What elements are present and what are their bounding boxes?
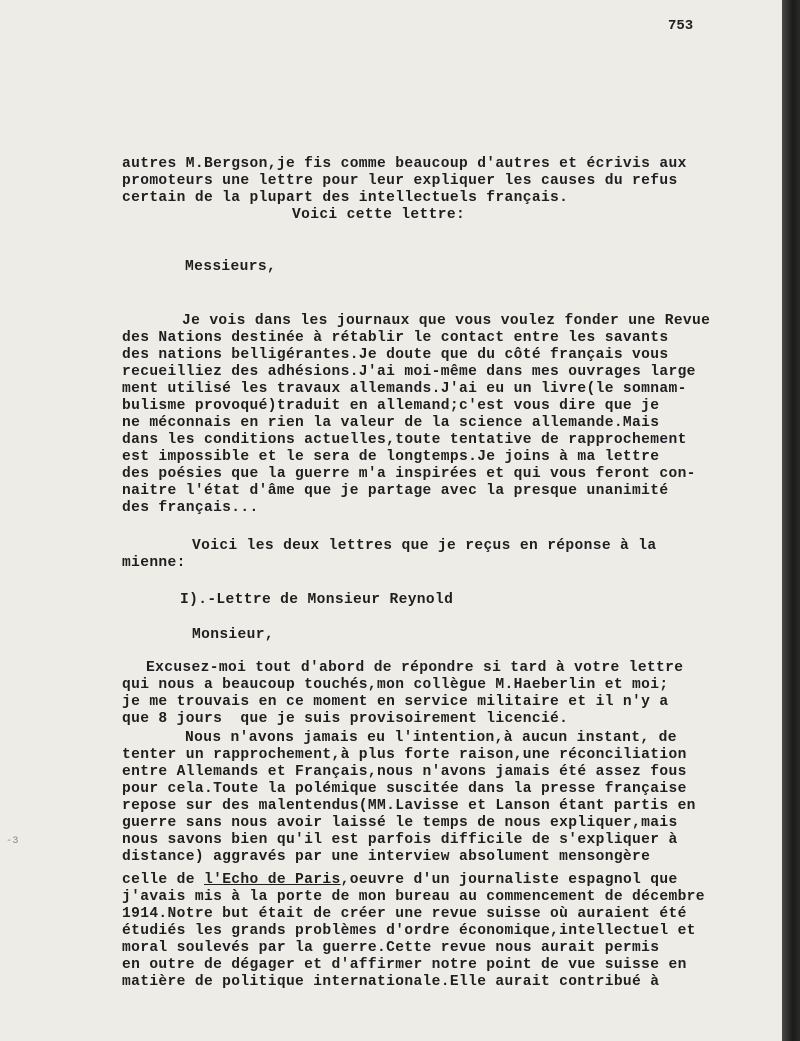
text-line: Excusez-moi tout d'abord de répondre si tard à votre lettre bbox=[146, 660, 684, 676]
text-line: autres M.Bergson,je fis comme beaucoup d'autres et écrivis aux bbox=[122, 156, 687, 172]
text-line: des nations belligérantes.Je doute que du côté français vous bbox=[122, 347, 669, 363]
text-line: étudiés les grands problèmes d'ordre économique,intellectuel et bbox=[122, 923, 696, 939]
text-line: repose sur des malentendus(MM.Lavisse et Lanson étant partis en bbox=[122, 798, 696, 814]
text-line: moral soulevés par la guerre.Cette revue nous aurait permis bbox=[122, 940, 660, 956]
text-line: entre Allemands et Français,nous n'avons jamais été assez fous bbox=[122, 764, 687, 780]
text-line: en outre de dégager et d'affirmer notre point de vue suisse en bbox=[122, 957, 687, 973]
text-line: Voici les deux lettres que je reçus en réponse à la bbox=[192, 538, 657, 554]
text-line: je me trouvais en ce moment en service militaire et il n'y a bbox=[122, 694, 669, 710]
text-line: promoteurs une lettre pour leur expliquer les causes du refus bbox=[122, 173, 678, 189]
text-line: ne méconnais en rien la valeur de la science allemande.Mais bbox=[122, 415, 660, 431]
text-line: pour cela.Toute la polémique suscitée dans la presse française bbox=[122, 781, 687, 797]
salutation: Monsieur, bbox=[192, 627, 274, 643]
text-line: des français... bbox=[122, 500, 259, 516]
page-number: 753 bbox=[668, 18, 694, 34]
letter-heading: I).-Lettre de Monsieur Reynold bbox=[180, 592, 454, 608]
text-line: matière de politique internationale.Elle aurait contribué à bbox=[122, 974, 660, 990]
text-line: bulisme provoqué)traduit en allemand;c'est vous dire que je bbox=[122, 398, 660, 414]
text-line: 1914.Notre but était de créer une revue suisse où auraient été bbox=[122, 906, 687, 922]
text-line: recueilliez des adhésions.J'ai moi-même dans mes ouvrages large bbox=[122, 364, 696, 380]
salutation: Messieurs, bbox=[185, 259, 277, 275]
text-line: est impossible et le sera de longtemps.Je joins à ma lettre bbox=[122, 449, 660, 465]
text-fragment: ,oeuvre d'un journaliste espagnol que bbox=[340, 872, 678, 888]
text-line: dans les conditions actuelles,toute tentative de rapprochement bbox=[122, 432, 687, 448]
text-line: Voici cette lettre: bbox=[292, 207, 466, 223]
text-line: Je vois dans les journaux que vous voulez fonder une Revue bbox=[182, 313, 711, 329]
text-fragment: celle de bbox=[122, 872, 204, 888]
text-line: des poésies que la guerre m'a inspirées et qui vous feront con- bbox=[122, 466, 696, 482]
page-edge-shadow bbox=[782, 0, 800, 1041]
text-line: nous savons bien qu'il est parfois difficile de s'expliquer à bbox=[122, 832, 678, 848]
text-line: naitre l'état d'âme que je partage avec la presque unanimité bbox=[122, 483, 669, 499]
newspaper-title: l'Echo de Paris bbox=[203, 872, 341, 888]
margin-mark: -3 bbox=[6, 836, 19, 847]
text-line: que 8 jours que je suis provisoirement licencié. bbox=[122, 711, 569, 727]
text-line: j'avais mis à la porte de mon bureau au commencement de décembre bbox=[122, 889, 705, 905]
text-line: tenter un rapprochement,à plus forte raison,une réconciliation bbox=[122, 747, 687, 763]
text-line: guerre sans nous avoir laissé le temps de nous expliquer,mais bbox=[122, 815, 678, 831]
text-line: qui nous a beaucoup touchés,mon collègue M.Haeberlin et moi; bbox=[122, 677, 669, 693]
text-line: des Nations destinée à rétablir le contact entre les savants bbox=[122, 330, 669, 346]
text-line: mienne: bbox=[122, 555, 186, 571]
text-line bbox=[122, 872, 678, 888]
text-line: certain de la plupart des intellectuels français. bbox=[122, 190, 569, 206]
text-line: Nous n'avons jamais eu l'intention,à aucun instant, de bbox=[185, 730, 677, 746]
text-line: ment utilisé les travaux allemands.J'ai eu un livre(le somnam- bbox=[122, 381, 687, 397]
text-line: distance) aggravés par une interview absolument mensongère bbox=[122, 849, 651, 865]
